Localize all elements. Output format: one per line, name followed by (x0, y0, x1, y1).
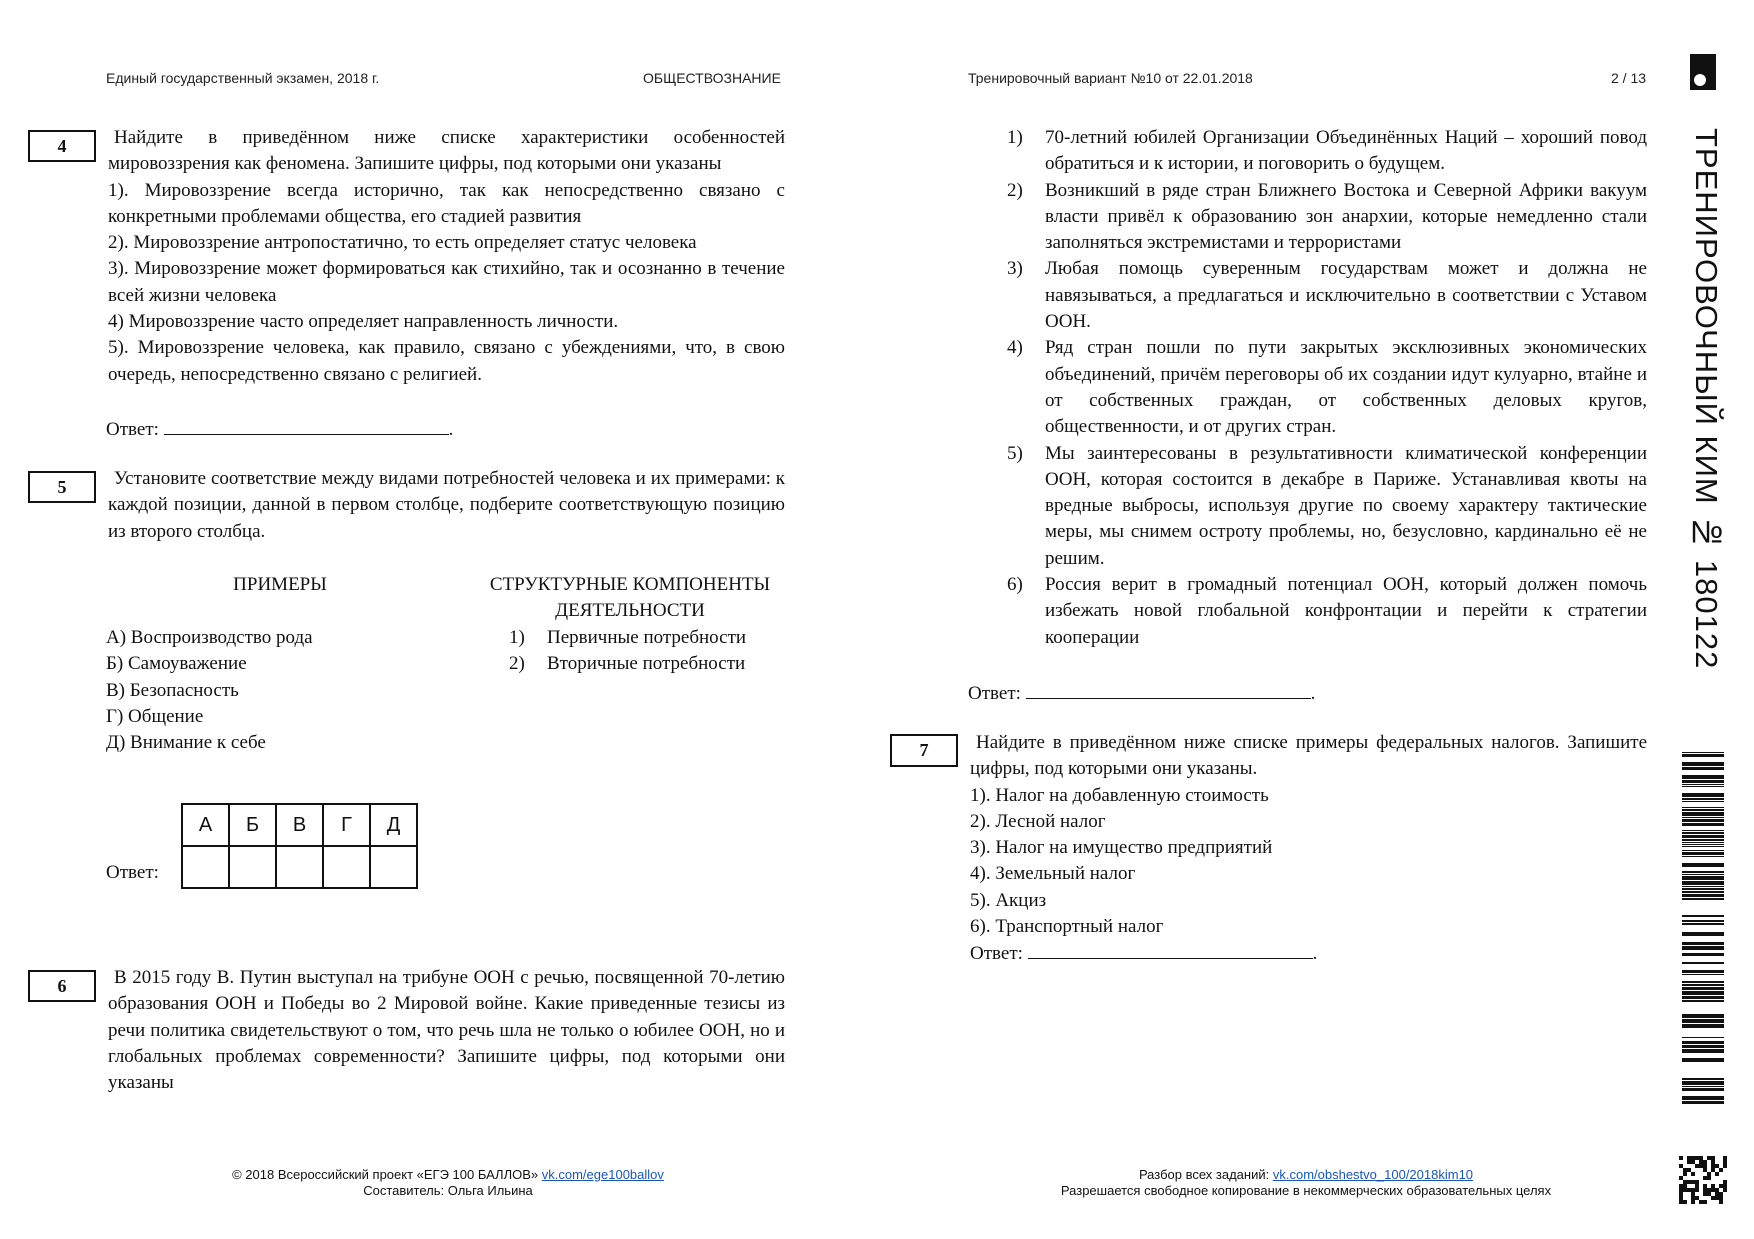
answer-line[interactable] (164, 416, 449, 435)
task-7-item: 3). Налог на имущество предприятий (970, 837, 1273, 859)
footer-analysis-link[interactable]: vk.com/obshestvo_100/2018kim10 (1272, 1167, 1474, 1182)
task-5-left-header: ПРИМЕРЫ (233, 574, 327, 595)
barcode-bar (1682, 846, 1724, 847)
component-item: 1) Первичные потребности (509, 627, 747, 648)
thesis-item: 6) Россия верит в громадный потенциал ООН, который должен помочь избежать новой глобальной конфронтации и перейти к стратегии кооперации (1007, 574, 1647, 648)
barcode-bar (1682, 1024, 1724, 1028)
side-variant-label: ТРЕНИРОВОЧНЫЙ КИМ № 180122 (1689, 128, 1724, 670)
qr-code (1679, 1156, 1727, 1204)
task-7-item: 6). Транспортный налог (970, 916, 1164, 938)
barcode-bar (1682, 819, 1724, 822)
task-4 (108, 125, 785, 388)
task-7-intro: Найдите в приведённом ниже списке примеры федеральных налогов. Запишите цифры, под которыми они указаны. (970, 732, 1647, 780)
barcode-bar (1682, 898, 1724, 900)
answer-cell[interactable] (370, 846, 417, 888)
barcode-bar (1682, 775, 1724, 779)
barcode-bar (1682, 793, 1724, 797)
thesis-item: 2) Возникший в ряде стран Ближнего Востока и Северной Африки вакуум власти привёл к образованию зон анархии, которые немедленно стали заполняться экстремистами и террористами (1007, 179, 1647, 254)
barcode-bar (1682, 915, 1724, 917)
answer-col-header: Г (323, 804, 370, 846)
barcode-bar (1682, 1041, 1724, 1044)
barcode-bar (1682, 856, 1724, 857)
task-5-answer-label: Ответ: (106, 862, 159, 883)
barcode-bar (1682, 876, 1724, 880)
task-number-7: 7 (890, 734, 958, 767)
example-item: Д) Внимание к себе (106, 732, 266, 754)
answer-cell[interactable] (229, 846, 276, 888)
barcode-bar (1682, 807, 1724, 808)
footer-author: Составитель: Ольга Ильина (363, 1183, 533, 1198)
barcode-bar (1682, 1101, 1724, 1104)
barcode-bar (1682, 981, 1724, 983)
example-item: А) Воспроизводство рода (106, 627, 313, 648)
barcode-bar (1682, 953, 1724, 956)
barcode-bar (1682, 786, 1724, 787)
answer-col-header: Б (229, 804, 276, 846)
barcode-bar (1682, 754, 1724, 757)
answer-col-header: В (276, 804, 323, 846)
task-4-item: 3). Мировоззрение может формироваться как стихийно, так и осознанно в течение всей жизни человека (108, 258, 785, 306)
page-number: 2 / 13 (1611, 70, 1647, 86)
answer-col-header: А (182, 804, 229, 846)
barcode-bar (1682, 871, 1724, 873)
footer-left (198, 1167, 698, 1199)
barcode-bar (1682, 852, 1724, 855)
barcode-bar (1682, 996, 1724, 999)
header-exam: Единый государственный экзамен, 2018 г. (106, 70, 380, 86)
barcode-bar (1682, 817, 1724, 818)
barcode-bar (1682, 984, 1724, 986)
task-6-answer[interactable]: Ответ: . (968, 680, 1315, 705)
barcode-bar (1682, 844, 1724, 845)
barcode-bar (1682, 1081, 1724, 1085)
task-7-item: 5). Акциз (970, 889, 1047, 911)
qr-module (1723, 1200, 1727, 1204)
barcode (1682, 752, 1724, 1102)
barcode-bar (1682, 798, 1724, 800)
barcode-bar (1682, 823, 1724, 826)
answer-cell[interactable] (323, 846, 370, 888)
barcode-bar (1682, 809, 1724, 811)
task-5-examples (106, 625, 426, 756)
task-4-intro: Найдите в приведённом ниже списке характеристики особенностей мировоззрения как феномена. Запишите цифры, под которыми они указаны (108, 127, 785, 175)
answer-col-header: Д (370, 804, 417, 846)
answer-cell[interactable] (276, 846, 323, 888)
header-variant: Тренировочный вариант №10 от 22.01.2018 (968, 70, 1253, 86)
barcode-bar (1682, 780, 1724, 783)
answer-label: Ответ: (970, 943, 1023, 965)
barcode-bar (1682, 863, 1724, 867)
barcode-bar (1682, 991, 1724, 995)
barcode-bar (1682, 894, 1724, 897)
task-4-item: 1). Мировоззрение всегда исторично, так как непосредственно связано с конкретными проблемами общества, его стадией развития (108, 179, 785, 227)
barcode-bar (1682, 832, 1724, 834)
barcode-bar (1682, 1049, 1724, 1053)
answer-line[interactable] (1026, 680, 1311, 699)
task-6-intro: В 2015 году В. Путин выступал на трибуне ООН с речью, посвященной 70-летию образования ООН и Победы во 2 Мировой войне. Какие приведенные тезисы из речи политика свидетельствуют о том, что речь шла не только о юбилее ООН, но и глобальных проблемах современности? Запишите цифры, под которыми они указаны (108, 967, 785, 1094)
barcode-bar (1682, 830, 1724, 831)
barcode-bar (1682, 1096, 1724, 1100)
barcode-bar (1682, 835, 1724, 838)
task-7-answer[interactable]: Ответ: . (970, 940, 1647, 967)
task-5-components (509, 625, 789, 678)
thesis-item: 1) 70-летний юбилей Организации Объединённых Наций – хороший повод обратиться и к истории, и поговорить о будущем. (1007, 127, 1647, 175)
barcode-bar (1682, 812, 1724, 816)
task-number-5: 5 (28, 471, 96, 503)
task-4-item: 5). Мировоззрение человека, как правило, связано с убеждениями, что, в свою очередь, непосредственно связано с религией. (108, 337, 785, 385)
barcode-bar (1682, 1019, 1724, 1023)
task-7-item: 4). Земельный налог (970, 863, 1136, 885)
task-6-theses (1007, 125, 1647, 651)
task-7-item: 2). Лесной налог (970, 810, 1106, 832)
barcode-bar (1682, 920, 1724, 922)
task-4-answer[interactable]: Ответ: . (106, 416, 453, 441)
barcode-bar (1682, 946, 1724, 950)
barcode-bar (1682, 752, 1724, 753)
barcode-bar (1682, 962, 1724, 964)
barcode-bar (1682, 1045, 1724, 1048)
barcode-bar (1682, 842, 1724, 843)
task-7 (970, 730, 1647, 968)
barcode-bar (1682, 1014, 1724, 1018)
barcode-bar (1682, 801, 1724, 802)
footer-copy-note: Разрешается свободное копирование в некоммерческих образовательных целях (1060, 1183, 1552, 1198)
barcode-bar (1682, 1088, 1724, 1091)
barcode-bar (1682, 970, 1724, 973)
task-number-4: 4 (28, 130, 96, 162)
thesis-item: 5) Мы заинтересованы в результативности климатической конференции ООН, которая состоится в декабре в Париже. Устанавливая квоты на вредные выбросы, используя другие по своему характеру тактические меры, мы снимем остроту проблемы, но, безусловно, кардинально её не решим. (1007, 442, 1647, 569)
thesis-item: 3) Любая помощь суверенным государствам может и должна не навязываться, а предлагаться и исключительно в соответствии с Уставом ООН. (1007, 258, 1647, 333)
header-subject: ОБЩЕСТВОЗНАНИЕ (643, 70, 781, 86)
example-item: Г) Общение (106, 705, 204, 727)
barcode-bar (1682, 874, 1724, 875)
barcode-bar (1682, 932, 1724, 936)
answer-label: Ответ: (106, 419, 159, 440)
footer-copyright: © 2018 Всероссийский проект «ЕГЭ 100 БАЛЛОВ» (232, 1167, 539, 1182)
answer-label: Ответ: (968, 683, 1021, 704)
task-7-item: 1). Налог на добавленную стоимость (970, 784, 1269, 806)
footer-analysis-label: Разбор всех заданий: (1138, 1167, 1270, 1182)
barcode-bar (1682, 1058, 1724, 1062)
footer-vk-link[interactable]: vk.com/ege100ballov (541, 1167, 664, 1182)
barcode-bar (1682, 881, 1724, 885)
task-5-intro: Установите соответствие между видами потребностей человека и их примерами: к каждой позиции, данной в первом столбце, подберите соответствующую позицию из второго столбца. (108, 468, 785, 542)
barcode-bar (1682, 767, 1724, 770)
task-5-answer-table (181, 803, 418, 889)
barcode-bar (1682, 974, 1724, 975)
task-5-right-header: СТРУКТУРНЫЕ КОМПОНЕНТЫ ДЕЯТЕЛЬНОСТИ (489, 574, 771, 622)
barcode-bar (1682, 888, 1724, 890)
barcode-bar (1682, 1086, 1724, 1087)
thesis-item: 4) Ряд стран пошли по пути закрытых эксклюзивных экономических объединений, причём переговоры об их создании идут кулуарно, втайне и от собственных граждан, от собственных деловых кругов, общественности, и от других стран. (1007, 337, 1647, 438)
answer-line[interactable] (1028, 940, 1313, 959)
barcode-bar (1682, 784, 1724, 785)
task-4-item: 2). Мировоззрение антропостатично, то есть определяет статус человека (108, 232, 697, 254)
barcode-bar (1682, 839, 1724, 841)
barcode-bar (1682, 1000, 1724, 1002)
answer-cell[interactable] (182, 846, 229, 888)
barcode-bar (1682, 987, 1724, 990)
barcode-bar (1682, 886, 1724, 887)
barcode-bar (1682, 1037, 1724, 1038)
corner-marker (1690, 54, 1716, 90)
barcode-bar (1682, 923, 1724, 925)
barcode-bar (1682, 762, 1724, 766)
barcode-bar (1682, 891, 1724, 893)
footer-right (1006, 1167, 1606, 1199)
barcode-bar (1682, 1078, 1724, 1080)
example-item: Б) Самоуважение (106, 653, 247, 675)
task-4-item: 4) Мировоззрение часто определяет направленность личности. (108, 311, 619, 333)
task-number-6: 6 (28, 970, 96, 1002)
barcode-bar (1682, 942, 1724, 945)
barcode-bar (1682, 850, 1724, 851)
example-item: В) Безопасность (106, 679, 239, 701)
component-item: 2) Вторичные потребности (509, 653, 746, 675)
